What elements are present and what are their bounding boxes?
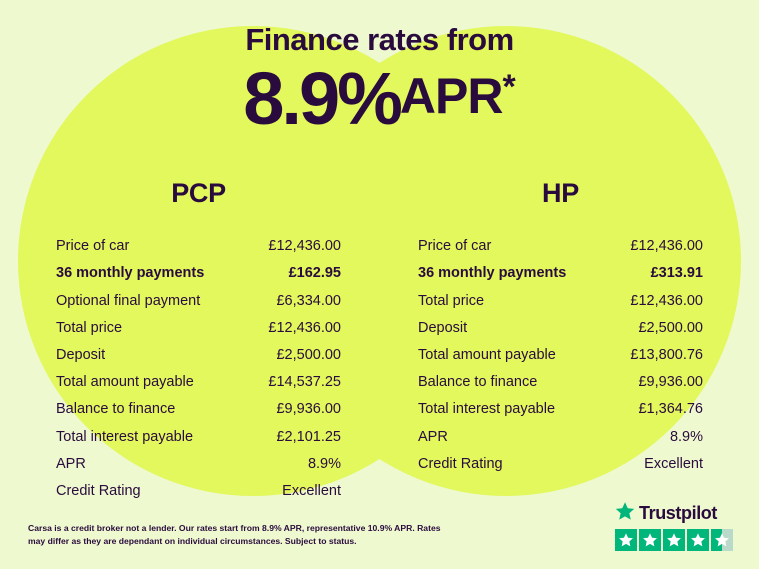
table-row bbox=[418, 396, 703, 423]
row-label: 36 monthly payments bbox=[418, 265, 567, 282]
row-value: £14,537.25 bbox=[268, 374, 341, 391]
rate-value: 8.9% bbox=[243, 57, 400, 140]
star-icon bbox=[639, 529, 661, 551]
table-row bbox=[418, 287, 703, 314]
row-label: Credit Rating bbox=[418, 455, 503, 472]
row-value: £9,936.00 bbox=[276, 401, 341, 418]
row-value: £1,364.76 bbox=[638, 401, 703, 418]
row-label: Total interest payable bbox=[56, 428, 194, 445]
row-label: APR bbox=[418, 428, 448, 445]
finance-table-pcp bbox=[56, 178, 341, 505]
row-value: £2,500.00 bbox=[638, 319, 703, 336]
table-title-hp: HP bbox=[542, 177, 579, 208]
row-label: Total amount payable bbox=[418, 347, 556, 364]
star-icon bbox=[615, 529, 637, 551]
row-label: Deposit bbox=[56, 347, 106, 364]
rate-display bbox=[0, 57, 759, 140]
row-label: Price of car bbox=[56, 238, 130, 255]
table-row bbox=[56, 423, 341, 450]
row-label: Deposit bbox=[418, 319, 468, 336]
row-label: Credit Rating bbox=[56, 482, 141, 499]
row-value: £6,334.00 bbox=[276, 292, 341, 309]
row-label: APR bbox=[56, 455, 86, 472]
row-value: £13,800.76 bbox=[630, 347, 703, 364]
table-row bbox=[56, 369, 341, 396]
rate-asterisk: * bbox=[502, 68, 516, 106]
row-label: Total interest payable bbox=[418, 401, 556, 418]
row-value: 8.9% bbox=[307, 455, 341, 472]
table-row bbox=[418, 233, 703, 260]
row-value: £9,936.00 bbox=[638, 374, 703, 391]
row-label: Balance to finance bbox=[418, 374, 538, 391]
trustpilot-label: Trustpilot bbox=[639, 503, 717, 523]
disclaimer-text: Carsa is a credit broker not a lender. Our rates start from 8.9% APR, representative 10.9% APR. Rates may differ as they are dependant on individual circumstances. Subject to status. bbox=[28, 523, 441, 546]
table-row bbox=[56, 233, 341, 260]
row-label: Optional final payment bbox=[56, 292, 201, 309]
row-label: Total amount payable bbox=[56, 374, 194, 391]
table-row bbox=[418, 260, 703, 287]
row-label: Total price bbox=[56, 319, 123, 336]
row-value: £2,500.00 bbox=[276, 347, 341, 364]
trustpilot-stars bbox=[615, 529, 735, 551]
finance-tables bbox=[0, 178, 759, 505]
row-value: £2,101.25 bbox=[276, 428, 341, 445]
table-row bbox=[418, 423, 703, 450]
table-row bbox=[418, 369, 703, 396]
trustpilot-header bbox=[615, 501, 735, 526]
rate-unit: APR bbox=[399, 67, 503, 124]
table-row bbox=[56, 396, 341, 423]
row-value: £162.95 bbox=[288, 265, 341, 282]
star-icon bbox=[687, 529, 709, 551]
footer bbox=[0, 503, 759, 569]
page-title: Finance rates from bbox=[245, 22, 514, 57]
trustpilot-rating[interactable] bbox=[615, 501, 735, 551]
star-icon bbox=[663, 529, 685, 551]
table-row bbox=[418, 450, 703, 477]
table-row bbox=[56, 341, 341, 368]
table-row bbox=[418, 314, 703, 341]
row-value: Excellent bbox=[644, 455, 703, 472]
row-label: Balance to finance bbox=[56, 401, 176, 418]
half-star-icon bbox=[711, 529, 733, 551]
table-row bbox=[56, 450, 341, 477]
table-title-pcp: PCP bbox=[171, 177, 226, 208]
row-label: Total price bbox=[418, 292, 485, 309]
finance-table-hp bbox=[418, 178, 703, 505]
row-value: £12,436.00 bbox=[268, 238, 341, 255]
table-row bbox=[56, 314, 341, 341]
table-row bbox=[56, 260, 341, 287]
table-row bbox=[418, 341, 703, 368]
trustpilot-star-icon bbox=[615, 501, 635, 526]
table-row bbox=[56, 477, 341, 504]
row-value: £12,436.00 bbox=[630, 292, 703, 309]
row-value: £12,436.00 bbox=[268, 319, 341, 336]
row-value: £12,436.00 bbox=[630, 238, 703, 255]
row-label: Price of car bbox=[418, 238, 492, 255]
row-value: Excellent bbox=[282, 482, 341, 499]
row-label: 36 monthly payments bbox=[56, 265, 205, 282]
row-value: 8.9% bbox=[669, 428, 703, 445]
row-value: £313.91 bbox=[650, 265, 703, 282]
table-row bbox=[56, 287, 341, 314]
